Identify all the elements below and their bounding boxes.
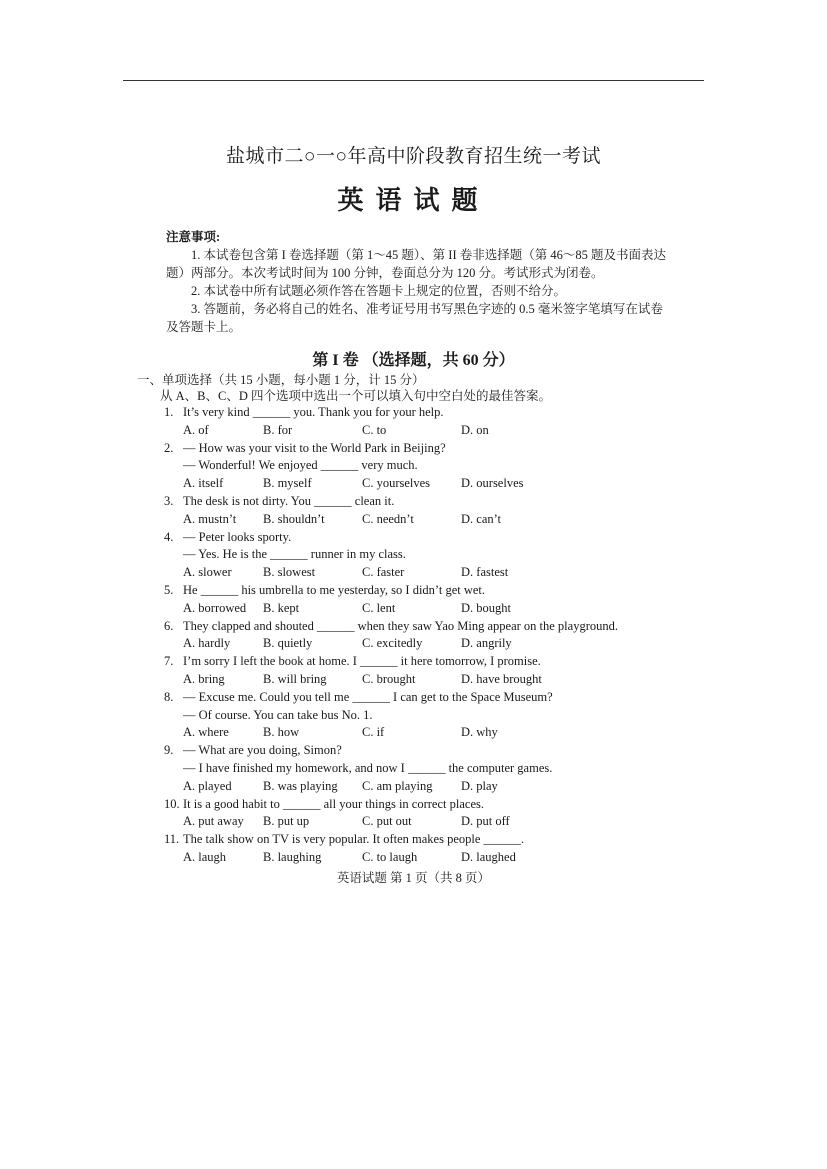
option-a: A. mustn’t (183, 511, 237, 526)
option-d: D. ourselves (461, 476, 524, 491)
question (164, 831, 644, 867)
option-b: B. laughing (263, 849, 322, 864)
option-b: B. shouldn’t (263, 511, 325, 526)
option-a: A. hardly (183, 636, 231, 651)
notes-block (166, 228, 666, 336)
option-b: B. will bring (263, 671, 327, 686)
option-c: C. to laugh (362, 849, 418, 864)
question-text: — Yes. He is the ______ runner in my class. (183, 547, 406, 562)
question-number: 4. (164, 529, 174, 544)
option-c: C. brought (362, 671, 416, 686)
question-text: It’s very kind ______ you. Thank you for your help. (183, 405, 444, 419)
option-b: B. myself (263, 476, 312, 491)
question-number: 11. (164, 832, 180, 847)
question-number: 5. (164, 582, 174, 597)
question (164, 796, 644, 832)
option-d: D. why (461, 725, 498, 740)
question-text: It is a good habit to ______ all your things in correct places. (183, 796, 484, 811)
question-text: — I have finished my homework, and now I ______ the computer games. (183, 760, 553, 775)
subject-title: 英语试题 (337, 186, 490, 216)
question-number: 6. (164, 618, 174, 633)
part-heading: 一、单项选择（共 15 小题，每小题 1 分，计 15 分） (137, 373, 425, 387)
option-a: A. itself (183, 476, 224, 491)
question-text: — Peter looks sporty. (183, 529, 292, 544)
question-number: 10. (164, 796, 180, 811)
option-d: D. angrily (461, 636, 512, 651)
question-text: I’m sorry I left the book at home. I ______ it here tomorrow, I promise. (183, 654, 541, 669)
question (164, 742, 644, 795)
option-d: D. play (461, 778, 498, 793)
question-text: The desk is not dirty. You ______ clean it. (183, 493, 395, 508)
question-text: — Wonderful! We enjoyed ______ very much. (183, 458, 418, 473)
option-a: A. slower (183, 565, 232, 580)
option-b: B. was playing (263, 778, 338, 793)
question (164, 582, 644, 618)
option-a: A. played (183, 778, 232, 793)
notes-heading: 注意事项: (166, 230, 221, 244)
question (164, 618, 644, 654)
part-instruction: 从 A、B、C、D 四个选项中选出一个可以填入句中空白处的最佳答案。 (160, 389, 551, 403)
question-list (164, 404, 644, 867)
question-text: — How was your visit to the World Park in Beijing? (183, 440, 446, 455)
question-text: — What are you doing, Simon? (183, 743, 342, 758)
question-text: They clapped and shouted ______ when they saw Yao Ming appear on the playground. (183, 618, 618, 633)
exam-title: 盐城市二○一○年高中阶段教育招生统一考试 (226, 146, 601, 167)
option-a: A. laugh (183, 849, 227, 864)
question-text: The talk show on TV is very popular. It often makes people ______. (183, 832, 525, 847)
page-footer: 英语试题 第 1 页（共 8 页） (336, 871, 491, 885)
top-rule (123, 80, 704, 81)
question (164, 653, 644, 689)
question-number: 1. (164, 405, 174, 419)
option-c: C. am playing (362, 778, 433, 793)
question-number: 9. (164, 743, 174, 758)
question (164, 493, 644, 529)
option-c: C. faster (362, 565, 405, 580)
notes-item: 1. 本试卷包含第 I 卷选择题（第 1～45 题）、第 II 卷非选择题（第 46～85 题及书面表达题）两部分。本次考试时间为 100 分钟，卷面总分为 120 分。考试形式为闭卷。 (166, 248, 666, 280)
option-c: C. lent (362, 600, 396, 615)
option-a: A. of (183, 422, 209, 437)
option-d: D. can’t (461, 511, 502, 526)
option-c: C. yourselves (362, 476, 431, 491)
question-number: 3. (164, 493, 174, 508)
section-heading: 第 I 卷 （选择题，共 60 分） (312, 352, 515, 369)
question-text: — Of course. You can take bus No. 1. (183, 707, 373, 722)
question (164, 529, 644, 582)
option-c: C. if (362, 725, 385, 740)
question-number: 2. (164, 440, 174, 455)
option-a: A. bring (183, 671, 225, 686)
option-d: D. fastest (461, 565, 509, 580)
option-d: D. on (461, 422, 489, 437)
option-c: C. excitedly (362, 636, 423, 651)
option-d: D. laughed (461, 849, 516, 864)
option-d: D. put off (461, 814, 510, 829)
option-b: B. slowest (263, 565, 316, 580)
notes-item: 3. 答题前，务必将自己的姓名、准考证号用书写黑色字迹的 0.5 毫米签字笔填写在试卷及答题卡上。 (166, 302, 663, 334)
option-b: B. how (263, 725, 300, 740)
option-d: D. have brought (461, 671, 542, 686)
question-number: 8. (164, 689, 174, 704)
option-c: C. to (362, 422, 387, 437)
option-b: B. quietly (263, 636, 313, 651)
option-a: A. put away (183, 814, 244, 829)
question (164, 440, 644, 493)
option-c: C. put out (362, 814, 412, 829)
question-number: 7. (164, 654, 174, 669)
option-c: C. needn’t (362, 511, 414, 526)
question (164, 404, 644, 440)
option-b: B. put up (263, 814, 310, 829)
question-text: He ______ his umbrella to me yesterday, so I didn’t get wet. (183, 582, 486, 597)
option-b: B. for (263, 422, 293, 437)
option-a: A. borrowed (183, 600, 247, 615)
question-text: — Excuse me. Could you tell me ______ I can get to the Space Museum? (183, 689, 553, 704)
notes-item: 2. 本试卷中所有试题必须作答在答题卡上规定的位置，否则不给分。 (191, 284, 567, 298)
option-a: A. where (183, 725, 229, 740)
option-d: D. bought (461, 600, 511, 615)
option-b: B. kept (263, 600, 300, 615)
question (164, 689, 644, 742)
